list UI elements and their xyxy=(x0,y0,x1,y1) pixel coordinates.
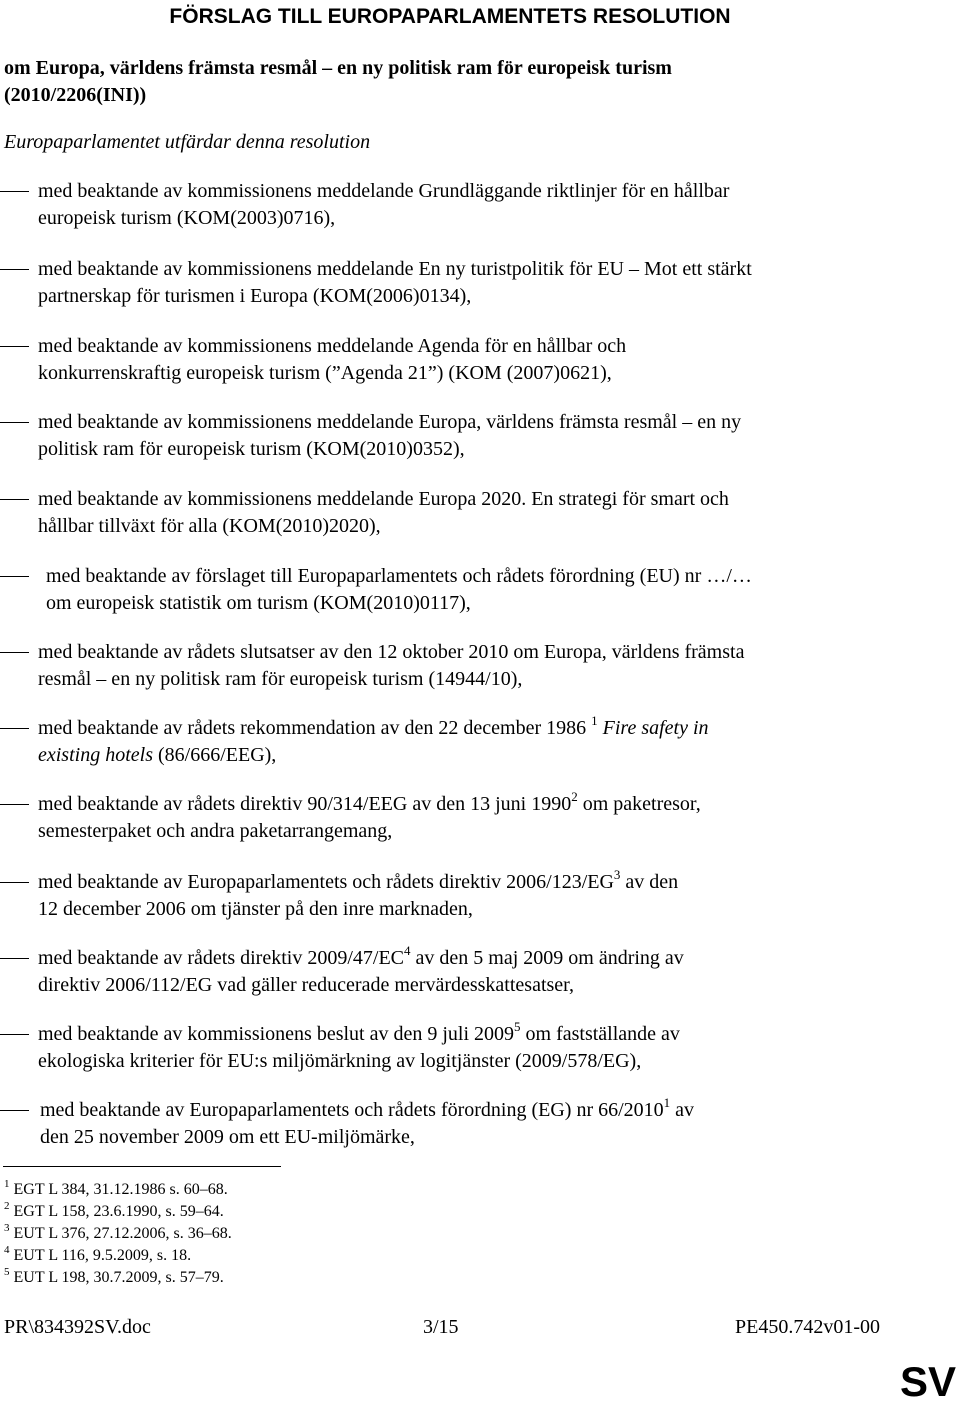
citation-text: med beaktande av Europaparlamentets och rådets direktiv $2006/123/EG^3$ av den 12 december 2006 om tjänster på den inre marknaden, xyxy=(38,867,679,920)
citation-text: med beaktande av kommissionens meddelande En ny turistpolitik för EU – Mot ett stärkt partnerskap för turismen i Europa (KOM(2006)0134), xyxy=(38,258,752,307)
dash-marker xyxy=(0,422,29,423)
footer-reference: PE450.742v01-00 xyxy=(735,1316,880,1338)
citation-text: med beaktande av kommissionens meddelande Grundläggande riktlinjer för en hållbar europeisk turism (KOM(2003)0716), xyxy=(38,180,730,229)
footnote-item: $^3$ EUT L 376, 27.12.2006, s. 36–68. xyxy=(4,1221,232,1242)
dash-marker xyxy=(0,958,29,959)
footnote-ref: 5 xyxy=(514,1019,521,1035)
citation-text: med beaktande av kommissionens meddelande Agenda för en hållbar och konkurrenskraftig europeisk turism (”Agenda 21”) (KOM (2007)0621), xyxy=(38,335,627,384)
citation-text: med beaktande av Europaparlamentets och rådets förordning (EG) nr 66/2010$^1$ av den 25 november 2009 om ett EU-miljömärke, xyxy=(40,1095,695,1148)
citation-text: med beaktande av rådets direktiv 90/314/EEG av den 13 juni 1990$^2$ om paketresor, semesterpaket och andra paketarrangemang, xyxy=(38,789,701,842)
footnote-separator xyxy=(3,1166,281,1167)
subtitle-line-1: om Europa, världens främsta resmål – en ny politisk ram för europeisk turism xyxy=(4,57,672,79)
footnote-ref: 1 xyxy=(663,1095,671,1111)
citation-text: med beaktande av förslaget till Europaparlamentets och rådets förordning (EU) nr …/… om europeisk statistik om turism (KOM(2010)0117), xyxy=(46,565,752,614)
dash-marker xyxy=(0,804,29,805)
citation-text: med beaktande av rådets rekommendation av den 22 december 1986 $^1$ Fire safety in existing hotels (86/666/EEG), xyxy=(38,713,709,766)
resolution-subtitle xyxy=(4,55,904,109)
dash-marker xyxy=(0,1110,29,1111)
dash-marker xyxy=(0,882,29,883)
subtitle-line-2: (2010/2206(INI)) xyxy=(4,84,147,106)
footnote-ref: 4 xyxy=(404,943,411,959)
language-code: SV xyxy=(899,1358,956,1405)
dash-marker xyxy=(0,652,29,653)
footnote-ref: 2 xyxy=(571,789,578,805)
dash-marker xyxy=(0,346,29,347)
footer-document-id: PR\834392SV.doc xyxy=(4,1316,151,1338)
dash-marker xyxy=(0,269,29,270)
footnote-ref: 3 xyxy=(613,867,621,883)
dash-marker xyxy=(0,576,29,577)
citation-text: med beaktande av rådets slutsatser av den 12 oktober 2010 om Europa, världens främsta resmål – en ny politisk ram för europeisk turism (14944/10), xyxy=(38,641,745,690)
resolution-heading: FÖRSLAG TILL EUROPAPARLAMENTETS RESOLUTION xyxy=(169,5,731,28)
footnote-item: $^2$ EGT L 158, 23.6.1990, s. 59–64. xyxy=(4,1199,224,1220)
footnote-item: $^4$ EUT L 116, 9.5.2009, s. 18. xyxy=(4,1243,192,1264)
citation-text: med beaktande av kommissionens meddelande Europa, världens främsta resmål – en ny politisk ram för europeisk turism (KOM(2010)0352), xyxy=(38,411,742,460)
citation-text: med beaktande av kommissionens beslut av den 9 juli 2009$^5$ om fastställande av ekologiska kriterier för EU:s miljömärkning av logitjänster (2009/578/EG), xyxy=(38,1019,680,1072)
intro-text: Europaparlamentet utfärdar denna resolution xyxy=(4,131,371,153)
dash-marker xyxy=(0,728,29,729)
footnote-ref: 1 xyxy=(591,713,598,729)
footnote-item: $^1$ EGT L 384, 31.12.1986 s. 60–68. xyxy=(4,1177,228,1198)
citation-text: med beaktande av rådets direktiv $2009/47/EC^4$ av den 5 maj 2009 om ändring av direktiv 2006/112/EG vad gäller reducerade mervärdesskattesatser, xyxy=(38,943,684,996)
footnote-item: $^5$ EUT L 198, 30.7.2009, s. 57–79. xyxy=(4,1265,224,1286)
dash-marker xyxy=(0,1034,29,1035)
dash-marker xyxy=(0,499,29,500)
dash-marker xyxy=(0,191,29,192)
citation-text: med beaktande av kommissionens meddelande Europa 2020. En strategi för smart och hållbar tillväxt för alla (KOM(2010)2020), xyxy=(38,488,729,537)
footer-page-number: 3/15 xyxy=(423,1316,459,1338)
